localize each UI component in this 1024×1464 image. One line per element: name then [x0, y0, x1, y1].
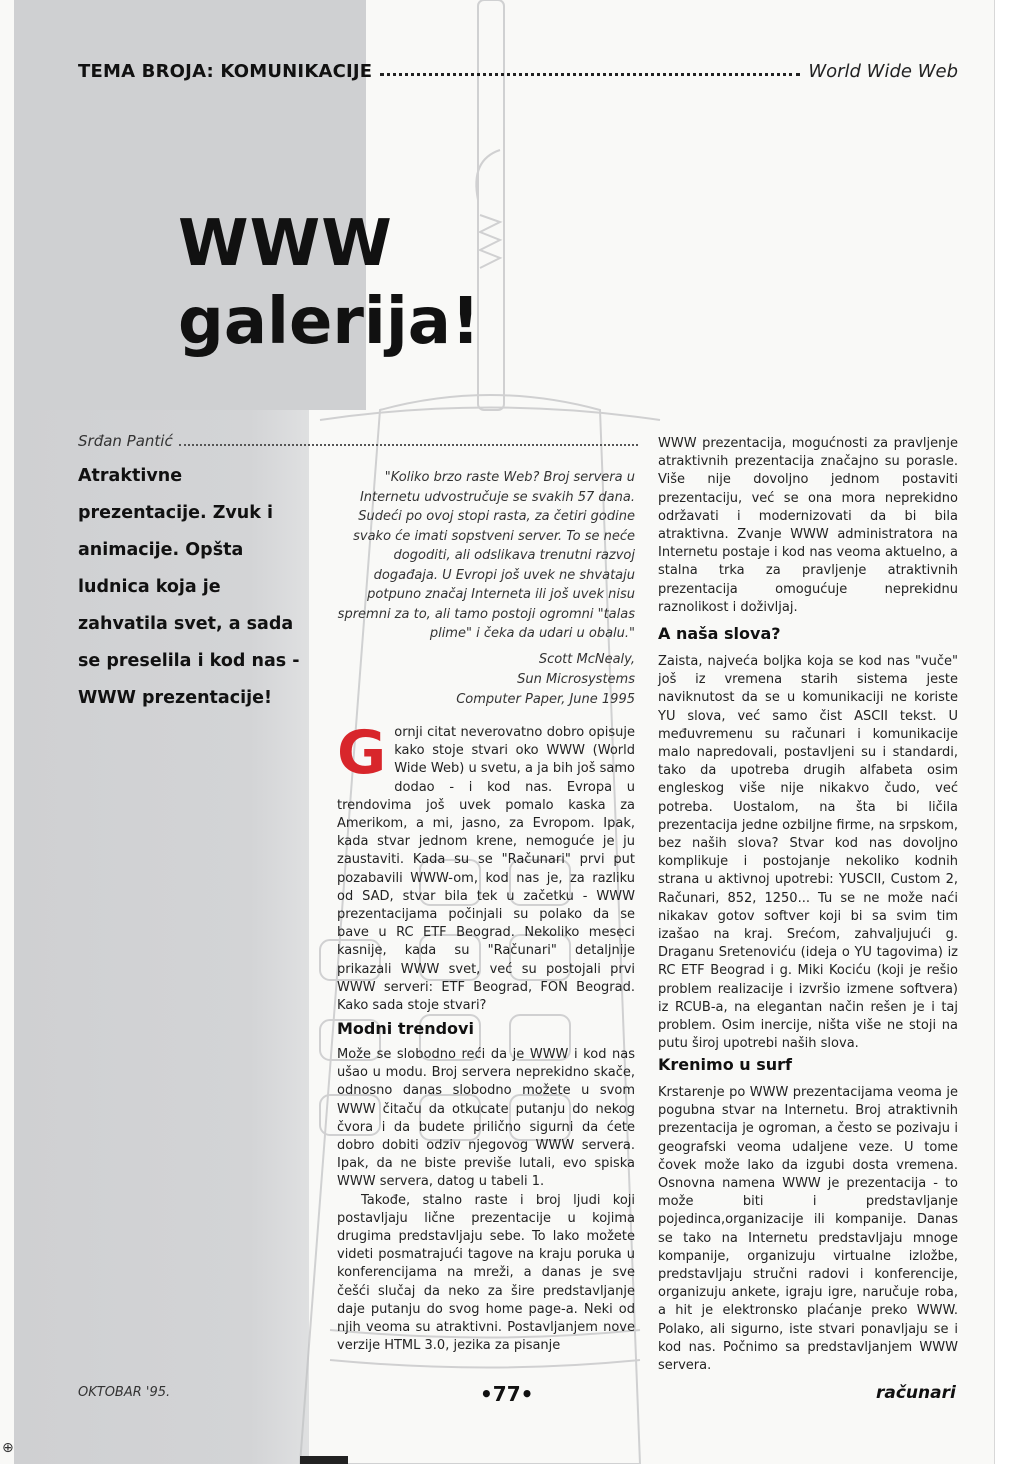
bottom-bar	[300, 1456, 348, 1464]
issue-date: OKTOBAR '95.	[78, 1385, 171, 1400]
article-title	[178, 205, 480, 361]
quote-source: Computer Paper, June 1995	[456, 692, 635, 707]
page-number: •77•	[480, 1382, 534, 1406]
quote-company: Sun Microsystems	[517, 672, 635, 687]
body-paragraph: Krstarenje po WWW prezentacijama veoma je pogubna stvar na Internetu. Broj atraktivnih prezentacija je ogroman, a često se pozivaju i geografski veoma udaljene veze. U tome čovek može lako da izgubi dosta vremena. Osnovna namena WWW je prezentacija - to može biti i predstavljanje pojedinca,organizacije ili kompanije. Danas se tako na Internetu predstavljaju mnoge kompanije, organizuju virtualne izložbe, predstavljaju stručni radovi i konferencije, organizuju ankete, igraju igre, naručuje roba, a hit je elektronsko plaćanje preko WWW. Polako, ali sigurno, iste stvari ponavljaju se i kod nas. Počnimo sa predstavljanjem WWW servera.	[658, 1085, 958, 1374]
intro-paragraph	[337, 718, 635, 1015]
body-paragraph: Zaista, najveća boljka koja se kod nas "vuče" još iz vremena starih sistema jeste naviknutost da se u komunikaciji ne koriste YU slova, već samo čist ASCII tekst. U međuvremenu su računari i komunikacije malo napredovali, postavljeni su i standardi, tako da upotreba drugih alfabeta osim engleskog više nije nikakvo čudo, već potreba. Uostalom, na šta bi ličila prezentacija jedne ozbiljne firme, na srpskom, bez naših slova? Stvar kod nas dovoljno komplikuje i postojanje nekoliko kodnih strana u aktivnoj upotrebi: YUSCII, Custom 2, Računari, 852, 1250... Tu se ne može naći nikakav gotov softver koji bi sa svim tim izašao na kraj. Srećom, zahvaljujući g. Draganu Sretenoviću (ideja o YU tagovima) iz RC ETF Beograd i g. Miki Kociću (koji je rešio problem realizacije i izvršio izmene softvera) iz RCUB-a, na elegantan način rešen je i taj problem. Osim inercije, ništa više ne stoji na putu široj upotrebi naših slova.	[658, 654, 958, 1052]
intro-text: ornji citat neverovatno dobro opisuje kako stoje stvari oko WWW (World Wide Web) u svetu, a ja bih još samo dodao - i kod nas. Evropa u trendovima još uvek pomalo kaska za Amerikom, a mi, jasno, za Evropom. Ipak, kada stvar jednom krene, nemoguće je ju zaustaviti. Kada su se "Računari" prvi put pozabavili WWW-om, kod nas je, za razliku od SAD, stvar bila tek u začetku - WWW prezentacijama počinjali su polako da se bave u RC ETF Beograd. Nekoliko meseci kasnije, kada su "Računari" detaljnije prikazali WWW svet, već su postojali prvi WWW serveri: ETF Beograd, FON Beograd. Kako sada stoje stvari?	[337, 725, 635, 1014]
quote-attribution	[330, 650, 635, 710]
quote-author: Scott McNealy,	[538, 652, 635, 667]
section-topic: World Wide Web	[808, 60, 958, 82]
body-paragraph: WWW prezentacija, mogućnosti za pravljenje atraktivnih prezentacija značajno su porasle. Više nije dovoljno jednom postaviti prezentaciju, već se ona mora neprekidno održavati i modernizovati da bi bila atraktivna. Zvanje WWW administratora na Internetu postaje i kod nas veoma aktuelno, a stalna trka za pravljenje atraktivnih prezentacija omogućuje neprekidnu raznolikost i doživljaj.	[658, 436, 958, 615]
subhead-modni-trendovi: Modni trendovi	[337, 1019, 474, 1038]
byline	[78, 432, 638, 450]
pull-quote: "Koliko brzo raste Web? Broj servera u Internetu udvostručuje se svakih 57 dana. Sudeći po ovoj stopi rasta, za četiri godine svako će imati sopstveni server. To se neće dogoditi, ali odslikava trenutni razvoj događaja. U Evropi još uvek ne shvataju potpuno značaj Interneta ili još uvek nisu spremni za to, ali tamo postoji ogromni "talas plime" i čeka da udari u obalu."	[337, 470, 635, 641]
page-header	[78, 58, 958, 84]
magazine-brand: računari	[876, 1383, 956, 1403]
lead-paragraph: Atraktivne prezentacije. Zvuk i animacije. Opšta ludnica koja je zahvatila svet, a sada se preselila i kod nas - WWW prezentacije!	[78, 466, 300, 708]
page-edge	[994, 0, 1024, 1464]
leader-dots	[380, 66, 800, 76]
section-title: TEMA BROJA: KOMUNIKACIJE	[78, 60, 373, 82]
paragraph: Može se slobodno reći da je WWW i kod nas ušao u modu. Broj servera neprekidno skače, odnosno danas slobodno možete u svom WWW čitaču da otkucate putanju do nekog čvora i da budete prilično sigurni da ćete dobro dobiti odziv njegovog WWW servera. Ipak, da ne biste previše lutali, evo spiska WWW servera, datog u tabeli 1.	[337, 1047, 635, 1190]
byline-dots	[179, 438, 638, 446]
author-name: Srđan Pantić	[78, 432, 173, 450]
body-paragraph	[337, 1046, 635, 1355]
crop-mark-icon: ⊕	[2, 1440, 14, 1456]
title-line-2: galerija!	[178, 285, 481, 359]
subhead-krenimo-u-surf: Krenimo u surf	[658, 1055, 792, 1074]
title-line-1: WWW	[178, 207, 393, 281]
subhead-nasa-slova: A naša slova?	[658, 624, 781, 643]
paragraph: Takođe, stalno raste i broj ljudi koji postavljaju lične prezentacije u kojima drugima predstavljaju sebe. To lako možete videti posmatrajući tagove na kraju poruka u konferencijama na mreži, a danas je sve češći slučaj da neko za šire predstavljanje daje putanju do svog home page-a. Neki od njih veoma su atraktivni. Postavljanjem nove verzije HTML 3.0, jezika za pisanje	[337, 1192, 635, 1354]
drop-cap: G	[337, 718, 387, 788]
